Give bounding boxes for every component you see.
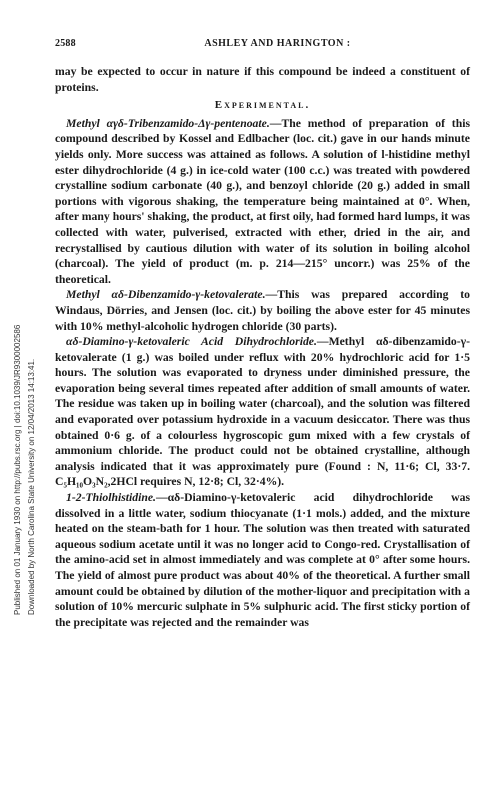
compound-title: αδ-Diamino-γ-ketovaleric Acid Dihydrochloride. xyxy=(66,335,317,349)
paragraph-text: —This was prepared according to Windaus, Dörries, and Jensen (loc. cit.) by boiling the above ester for 45 minutes with 10% methyl-alcoholic hydrogen chloride (30 parts). xyxy=(55,288,470,333)
section-heading: Experimental. xyxy=(214,99,311,112)
paragraph-tribenzamido xyxy=(55,116,470,288)
article-page xyxy=(55,38,470,630)
downloaded-notice: Downloaded by North Carolina State University on 12/04/2013 14:13:41. xyxy=(27,358,36,615)
published-notice: Published on 01 January 1930 on http://pubs.rsc.org | doi:10.1039/JR9300002586 xyxy=(13,324,22,615)
compound-title: 1-2-Thiolhistidine. xyxy=(66,491,156,505)
paragraph-thiolhistidine xyxy=(55,490,470,630)
compound-title: Methyl αγδ-Tribenzamido-Δγ-pentenoate. xyxy=(66,116,270,130)
paragraph-text: —Methyl αδ-dibenzamido-γ-ketovalerate (1 g.) was boiled under reflux with 20% hydrochloric acid for 1·5 hours. The solution was evaporated to dryness under diminished pressure, the evaporation being several times repeated after addition of small amounts of water. The residue was taken up in boiling water (charcoal), and the solution was filtered and evaporated over potassium hydroxide in a vacuum desiccator. There was thus obtained 0·6 g. of a colourless hygroscopic gum mixed with a few crystals of ammonium chloride. The product could not be obtained crystalline, although analysis indicated that it was approximately pure (Found : N, 11·6; Cl, 33·7. C₅H₁₀O₃N₂,2HCl requires N, 12·8; Cl, 32·4%). xyxy=(55,335,470,489)
download-notice-margin xyxy=(4,0,40,793)
paragraph-text: —αδ-Diamino-γ-ketovaleric acid dihydrochloride was dissolved in a little water, sodium thiocyanate (1·1 mols.) added, and the mixture heated on the steam-bath for 1 hour. The solution was then treated with saturated aqueous sodium acetate until it was no longer acid to Congo-red. Crystallisation of the amino-acid set in almost immediately and was complete at 0° after some hours. The yield of almost pure product was about 40% of the theoretical. A further small amount could be obtained by dilution of the mother-liquor and precipitation with a solution of 10% mercuric sulphate in 5% sulphuric acid. The first sticky portion of the precipitate was rejected and the remainder was xyxy=(55,491,470,629)
paragraph-dibenzamido xyxy=(55,287,470,334)
paragraph-text: —The method of preparation of this compound described by Kossel and Edlbacher (loc. cit.) gave in our hands minute yields only. More success was attained as follows. A solution of l-histidine methyl ester dihydrochloride (4 g.) in ice-cold water (100 c.c.) was treated with powdered crystalline sodium carbonate (40 g.), and benzoyl chloride (20 g.) added in small portions with vigorous shaking, the temperature being maintained at 0°. When, after many hours' shaking, the product, at first oily, had formed hard lumps, it was collected with water, pulverised, extracted with ether, dried in the air, and recrystallised by cautious dilution with water of its solution in boiling alcohol (charcoal). The yield of product (m. p. 214—215° uncorr.) was 25% of the theoretical. xyxy=(55,116,470,286)
intro-paragraph: may be expected to occur in nature if this compound be indeed a constituent of proteins. xyxy=(55,65,470,94)
page-number: 2588 xyxy=(55,38,76,49)
running-title: ASHLEY AND HARINGTON : xyxy=(204,38,351,49)
article-body xyxy=(55,64,470,630)
running-head xyxy=(55,38,470,54)
compound-title: Methyl αδ-Dibenzamido-γ-ketovalerate. xyxy=(66,288,266,302)
paragraph-diamino-acid xyxy=(55,334,470,490)
